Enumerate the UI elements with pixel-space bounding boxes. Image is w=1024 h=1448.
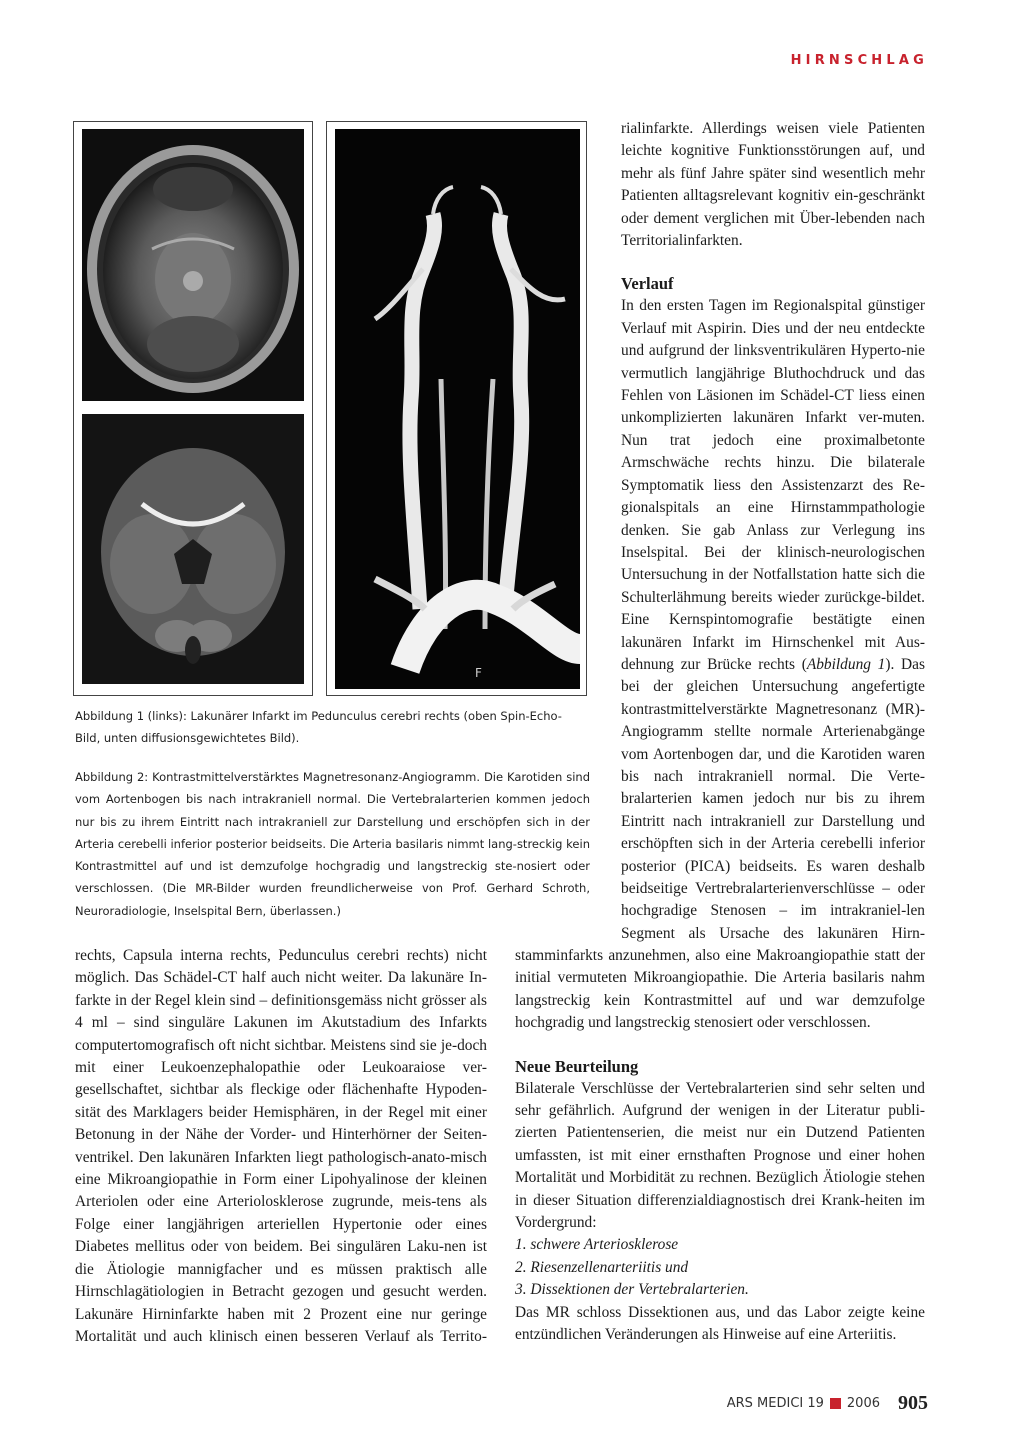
paragraph: In den ersten Tagen im Regionalspital günstiger Verlauf mit Aspirin. Dies und der neu entdeckte und aufgrund der linksventrikulären Hyperto-nie vermutlich langjährige Bluthochdruck und das Fehlen von Läsionen im Schädel-CT liess einen unkomplizierten lakunären Infarkt ver-muten. Nun trat jedoch eine proximalbetonte Armschwäche rechts hinzu. Die bilaterale Symptomatik liess den Assistenzarzt des Re-gionalspitals an eine Hirnstammpathologie denken. Sie gab Anlass zur Verlegung ins Inselspital. Bei der klinisch-neurologischen Untersuchung in der Notfallstation hatte sich die Schulterlähmung bereits wieder zurückge-bildet. Eine Kernspintomografie bestätigte einen lakunären Infarkt im Hirnschenkel mit Aus-dehnung zur Brücke rechts (Abbildung 1). Das bei der gleichen Untersuchung angefertigte kontrastmittelverstärkte Magnetresonanz (MR)-Angiogramm stellte normale Arterienabgänge vom Aortenbogen dar, und die Karotiden waren bis nach intrakraniell normal. Die Verte-bralarterien kamen jedoch nur bis zu ihrem Eintritt nach intrakraniell zur Darstellung und erschöpften sich in der Arteria cerebelli inferior posterior (PICA) beidseits. Es waren deshalb beidseitige Vertrebralarterienverschlüsse – oder hochgradige Stenosen – im intrakraniel-len Segment als Ursache des lakunären Hirn-	[621, 297, 925, 942]
figure2-marker: F	[475, 666, 482, 680]
mri-spin-echo-image	[82, 129, 304, 401]
list-item: 3. Dissektionen der Vertebralarterien.	[515, 1281, 749, 1299]
paragraph: stamminfarkts anzunehmen, also eine Makroangiopathie statt der initial vermuteten Mikroangiopathie. Die Arteria basilaris nahm langstreckig kein Kontrastmittel auf und war demzufolge hochgradig und langstreckig stenosiert oder verschlossen.	[515, 947, 925, 1032]
page-footer	[727, 1392, 928, 1415]
right-column-top	[621, 118, 925, 945]
paragraph: Bilaterale Verschlüsse der Vertebralarterien sind sehr selten und sehr gefährlich. Aufgrund der wenigen in der Literatur publi-zierten Patientenserien, die meist nur ein Dutzend Patienten umfassten, ist mit einer ernsthaften Prognose und einer hohen Mortalität und Morbidität zu rechnen. Bezüglich Ätiologie stehen in dieser Situation differenzialdiagnostisch drei Krank-heiten im Vordergrund:	[515, 1079, 925, 1232]
left-column	[75, 945, 487, 1348]
differential-list	[515, 1234, 925, 1301]
figure2-frame	[326, 121, 587, 696]
figure1-caption: Abbildung 1 (links): Lakunärer Infarkt im Pedunculus cerebri rechts (oben Spin-Echo-Bild, unten diffusionsgewichtetes Bild).	[75, 709, 562, 746]
list-item: 2. Riesenzellenarteriitis und	[515, 1258, 689, 1276]
section-header: HIRNSCHLAG	[790, 53, 928, 68]
right-column-bottom	[515, 945, 925, 1347]
journal-name: ARS MEDICI 19	[726, 1396, 824, 1411]
square-icon	[830, 1398, 841, 1409]
page-number: 905	[898, 1392, 928, 1414]
paragraph: rechts, Capsula interna rechts, Pedunculus cerebri rechts) nicht möglich. Das Schädel-CT half auch nicht weiter. Da lakunäre In-farkte in der Regel klein sind – definitionsgemäss nicht grösser als 4 ml – sind singuläre Lakunen im Akutstadium des Infarkts computertomografisch oft nicht sichtbar. Meistens sind sie je-doch mit einer Leukoenzephalopathie oder Leukoaraiose ver-gesellschaftet, sichtbar als fleckige oder flächenhafte Hypoden-sität des Marklagers beider Hemisphären, in der Regel mit einer Betonung in der Nähe der Vorder- und Hinterhörner der Seiten-ventrikel. Den lakunären Infarkten liegt pathologisch-anato-misch eine Mikroangiopathie in Form einer Lipohyalinose der kleinen Arteriolen oder eine Arteriolosklerose zugrunde, meis-tens als Folge einer langjährigen arteriellen Hypertonie oder eines Diabetes mellitus oder von beidem. Bei singulären Laku-nen ist die Ätiologie mannigfacher und es müssen praktisch alle Hirnschlagätiologien in Betracht gezogen und gesucht werden. Lakunäre Hirninfarkte haben mit 2 Prozent eine nur geringe Mortalität und auch klinisch einen besseren Verlauf als Territo-	[75, 947, 487, 1345]
mr-angiogram-image	[335, 129, 580, 689]
neue-beurteilung-heading: Neue Beurteilung	[515, 1056, 639, 1076]
paragraph: Das MR schloss Dissektionen aus, und das Labor zeigte keine entzündlichen Veränderungen als Hinweise auf eine Arteriitis.	[515, 1303, 925, 1344]
verlauf-heading: Verlauf	[621, 274, 674, 294]
mri-diffusion-image	[82, 414, 304, 684]
figure1-frame	[73, 121, 313, 696]
paragraph: rialinfarkte. Allerdings weisen viele Patienten leichte kognitive Funktionsstörungen auf, und mehr als fünf Jahre später sind wesentlich mehr Patienten alltagsrelevant kognitiv ein-geschränkt oder dement verglichen mit Über-lebenden nach Territorialinfarkten.	[621, 120, 925, 250]
journal-year: 2006	[846, 1396, 880, 1411]
figure2-caption: Abbildung 2: Kontrastmittelverstärktes Magnetresonanz-Angiogramm. Die Karotiden sind vom Aortenbogen bis nach intrakraniell normal. Die Vertebralarterien kommen jedoch nur bis zu ihrem Eintritt nach intrakraniell zur Darstellung und erschöpfen sich in der Arteria cerebelli inferior posterior beidseits. Die Arteria basilaris nimmt lang-streckig kein Kontrastmittel auf und ist demzufolge hochgradig und langstreckig ste-nosiert oder verschlossen. (Die MR-Bilder wurden freundlicherweise von Prof. Gerhard Schroth, Neuroradiologie, Inselspital Bern, überlassen.)	[75, 770, 590, 918]
list-item: 1. schwere Arteriosklerose	[515, 1236, 679, 1254]
